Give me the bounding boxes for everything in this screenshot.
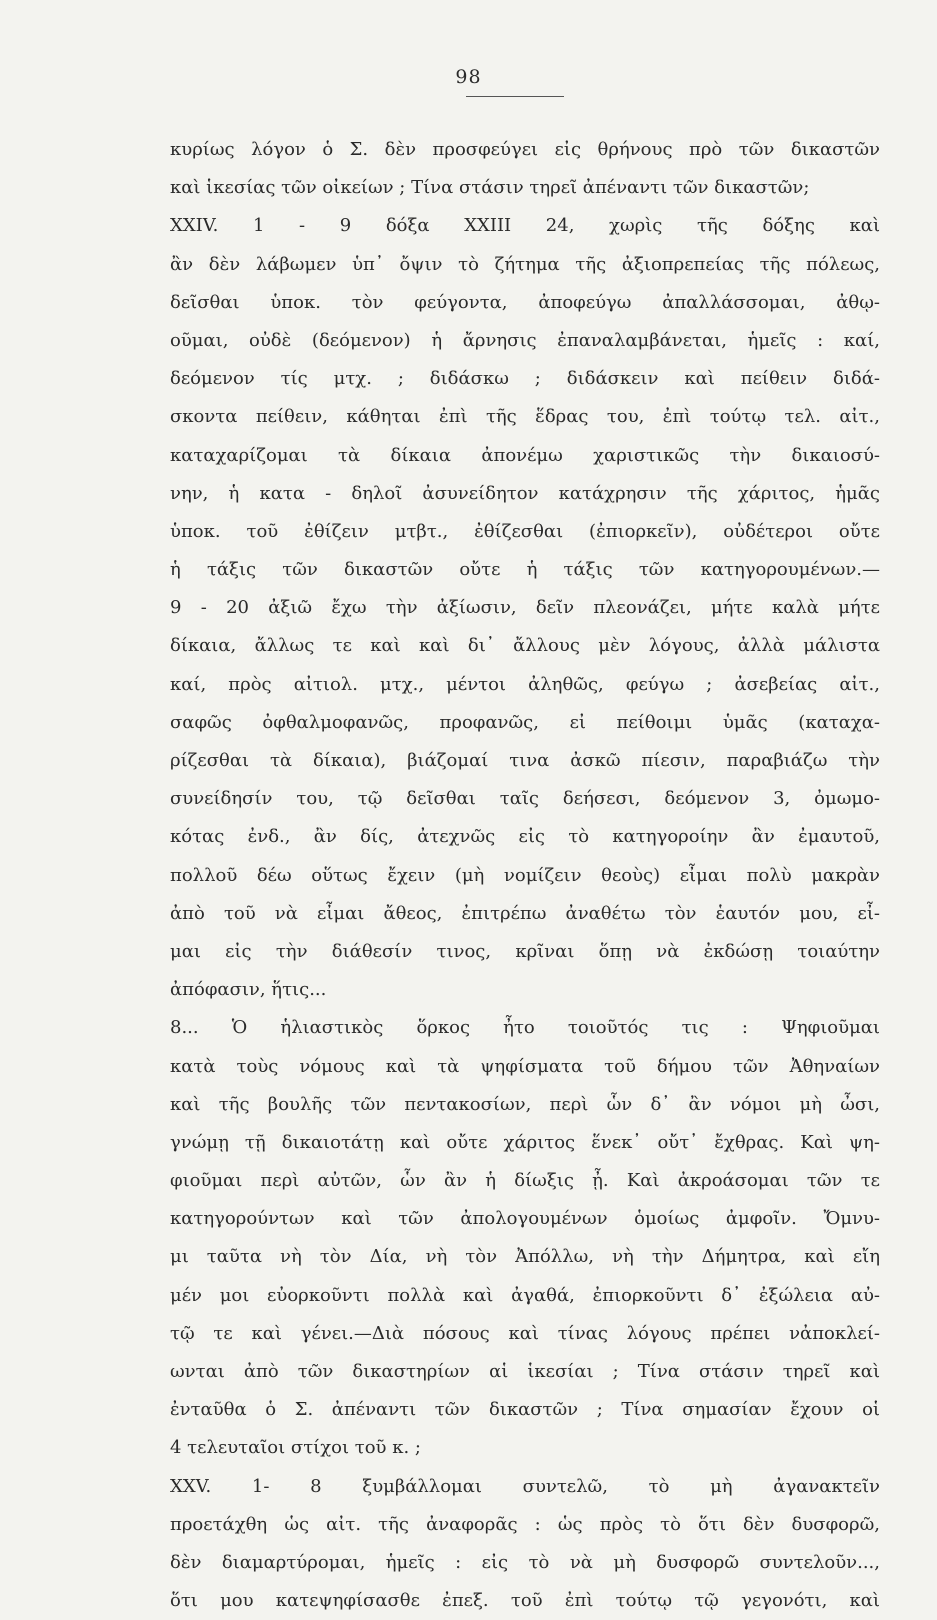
page-number-rule <box>466 96 564 97</box>
text-line: καί, πρὸς αἰτιολ. μτχ., μέντοι ἀληθῶς, φεύγω ; ἀσεβείας αἰτ., <box>170 673 880 695</box>
text-line: καὶ ἱκεσίας τῶν οἰκείων ; Τίνα στάσιν τηρεῖ ἀπέναντι τῶν δικαστῶν; <box>170 177 810 199</box>
text-line: δίκαια, ἄλλως τε καὶ καὶ δι᾿ ἄλλους μὲν λόγους, ἀλλὰ μάλιστα <box>170 635 880 657</box>
text-line: κότας ἐνδ., ἂν δίς, ἀτεχνῶς εἰς τὸ κατηγορoίην ἂν ἐμαυτοῦ, <box>170 826 880 848</box>
text-line: ἀπόφασιν, ἥτις... <box>170 979 327 1001</box>
text-line: δὲν διαμαρτύρομαι, ἡμεῖς : εἰς τὸ νὰ μὴ δυσφορῶ συντελοῦν..., <box>170 1551 880 1573</box>
text-line: σκοντα πείθειν, κάθηται ἐπὶ τῆς ἕδρας του, ἐπὶ τούτῳ τελ. αἰτ., <box>170 406 880 428</box>
body-text <box>170 131 880 1620</box>
text-line: συνείδησίν του, τῷ δεῖσθαι ταῖς δεήσεσι, δεόμενον 3, ὀμωμο- <box>170 788 880 810</box>
text-line: τῷ τε καὶ γένει.—Διὰ πόσους καὶ τίνας λόγους πρέπει νἀποκλεί- <box>170 1322 880 1344</box>
text-line: ἀπὸ τοῦ νὰ εἶμαι ἄθεος, ἐπιτρέπω ἀναθέτω τὸν ἑαυτόν μου, εἶ- <box>170 902 880 924</box>
text-line: μαι εἰς τὴν διάθεσίν τινος, κρῖναι ὅπῃ νὰ ἐκδώσῃ τοιαύτην <box>170 940 880 962</box>
section-heading-line: XXV. 1- 8 ξυμβάλλομαι συντελῶ, τὸ μὴ ἀγανακτεῖν <box>170 1475 880 1497</box>
text-line: κατὰ τοὺς νόμους καὶ τὰ ψηφίσματα τοῦ δήμου τῶν Ἀθηναίων <box>170 1055 880 1077</box>
text-line: οῦμαι, οὐδὲ (δεόμενον) ἡ ἄρνησις ἐπαναλαμβάνεται, ἡμεῖς : καί, <box>170 329 880 351</box>
text-line: σαφῶς ὀφθαλμοφανῶς, προφανῶς, εἰ πείθοιμι ὑμᾶς (καταχα- <box>170 711 880 733</box>
text-line: δεόμενον τίς μτχ. ; διδάσκω ; διδάσκειν καὶ πείθειν διδά- <box>170 368 880 390</box>
text-line: 4 τελευταῖοι στίχοι τοῦ κ. ; <box>170 1437 421 1459</box>
page-number: 98 <box>455 66 482 88</box>
text-line: ἡ τάξις τῶν δικαστῶν οὔτε ἡ τάξις τῶν κατηγορουμένων.— <box>170 559 880 581</box>
text-line: ὑποκ. τοῦ ἐθίζειν μτβτ., ἐθίζεσθαι (ἐπιορκεῖν), οὐδέτεροι οὔτε <box>170 520 880 542</box>
text-line: ρίζεσθαι τὰ δίκαια), βιάζομαί τινα ἀσκῶ πίεσιν, παραβιάζω τὴν <box>170 750 880 771</box>
text-line: προετάχθη ὡς αἰτ. τῆς ἀναφορᾶς : ὡς πρὸς τὸ ὅτι δὲν δυσφορῶ, <box>170 1513 880 1535</box>
text-line: κυρίως λόγον ὁ Σ. δὲν προσφεύγει εἰς θρήνους πρὸ τῶν δικαστῶν <box>170 139 880 160</box>
text-line: ἂν δὲν λάβωμεν ὑπ᾿ ὄψιν τὸ ζήτημα τῆς ἀξιοπρεπείας τῆς πόλεως, <box>170 253 880 275</box>
text-line: φιοῦμαι περὶ αὐτῶν, ὧν ἂν ἡ δίωξις ᾖ. Καὶ ἀκροάσομαι τῶν τε <box>170 1170 880 1192</box>
text-line: ὅτι μου κατεψηφίσασθε ἐπεξ. τοῦ ἐπὶ τούτῳ τῷ γεγονότι, καὶ <box>170 1590 880 1612</box>
text-line: ἐνταῦθα ὁ Σ. ἀπέναντι τῶν δικαστῶν ; Τίνα σημασίαν ἔχουν οἱ <box>170 1399 880 1421</box>
text-line: κατηγορούντων καὶ τῶν ἀπολογουμένων ὁμοίως ἀμφοῖν. Ὄμνυ- <box>170 1208 880 1230</box>
text-line: 9 - 20 ἀξιῶ ἔχω τὴν ἀξίωσιν, δεῖν πλεονάζει, μήτε καλὰ μήτε <box>170 597 880 619</box>
text-line: καταχαρίζομαι τὰ δίκαια ἀπονέμω χαριστικῶς τὴν δικαιοσύ- <box>170 444 880 466</box>
text-line: πολλοῦ δέω οὕτως ἔχειν (μὴ νομίζειν θεοὺς) εἶμαι πολὺ μακρὰν <box>170 864 880 886</box>
text-line: ωνται ἀπὸ τῶν δικαστηρίων αἱ ἱκεσίαι ; Τίνα στάσιν τηρεῖ καὶ <box>170 1361 880 1382</box>
text-line: μι ταῦτα νὴ τὸν Δία, νὴ τὸν Ἀπόλλω, νὴ τὴν Δήμητρα, καὶ εἴη <box>170 1246 880 1268</box>
text-line: νην, ἡ κατα - δηλοῖ ἀσυνείδητον κατάχρησιν τῆς χάριτος, ἡμᾶς <box>170 482 880 504</box>
text-line: γνώμῃ τῇ δικαιοτάτῃ καὶ οὔτε χάριτος ἕνεκ᾿ οὔτ᾿ ἔχθρας. Καὶ ψη- <box>170 1131 880 1153</box>
text-line: 8... Ὁ ἡλιαστικὸς ὅρκος ἦτο τοιοῦτός τις : Ψηφιοῦμαι <box>170 1017 880 1039</box>
section-heading-line: XXIV. 1 - 9 δόξα XXIII 24, χωρὶς τῆς δόξης καὶ <box>170 215 880 237</box>
text-line: μέν μοι εὐορκοῦντι πολλὰ καὶ ἀγαθά, ἐπιορκοῦντι δ᾿ ἐξώλεια αὐ- <box>170 1284 880 1306</box>
text-line: καὶ τῆς βουλῆς τῶν πεντακοσίων, περὶ ὧν δ᾿ ἂν νόμοι μὴ ὦσι, <box>170 1093 880 1115</box>
text-line: δεῖσθαι ὑποκ. τὸν φεύγοντα, ἀποφεύγω ἀπαλλάσσομαι, ἀθῳ- <box>170 291 880 313</box>
